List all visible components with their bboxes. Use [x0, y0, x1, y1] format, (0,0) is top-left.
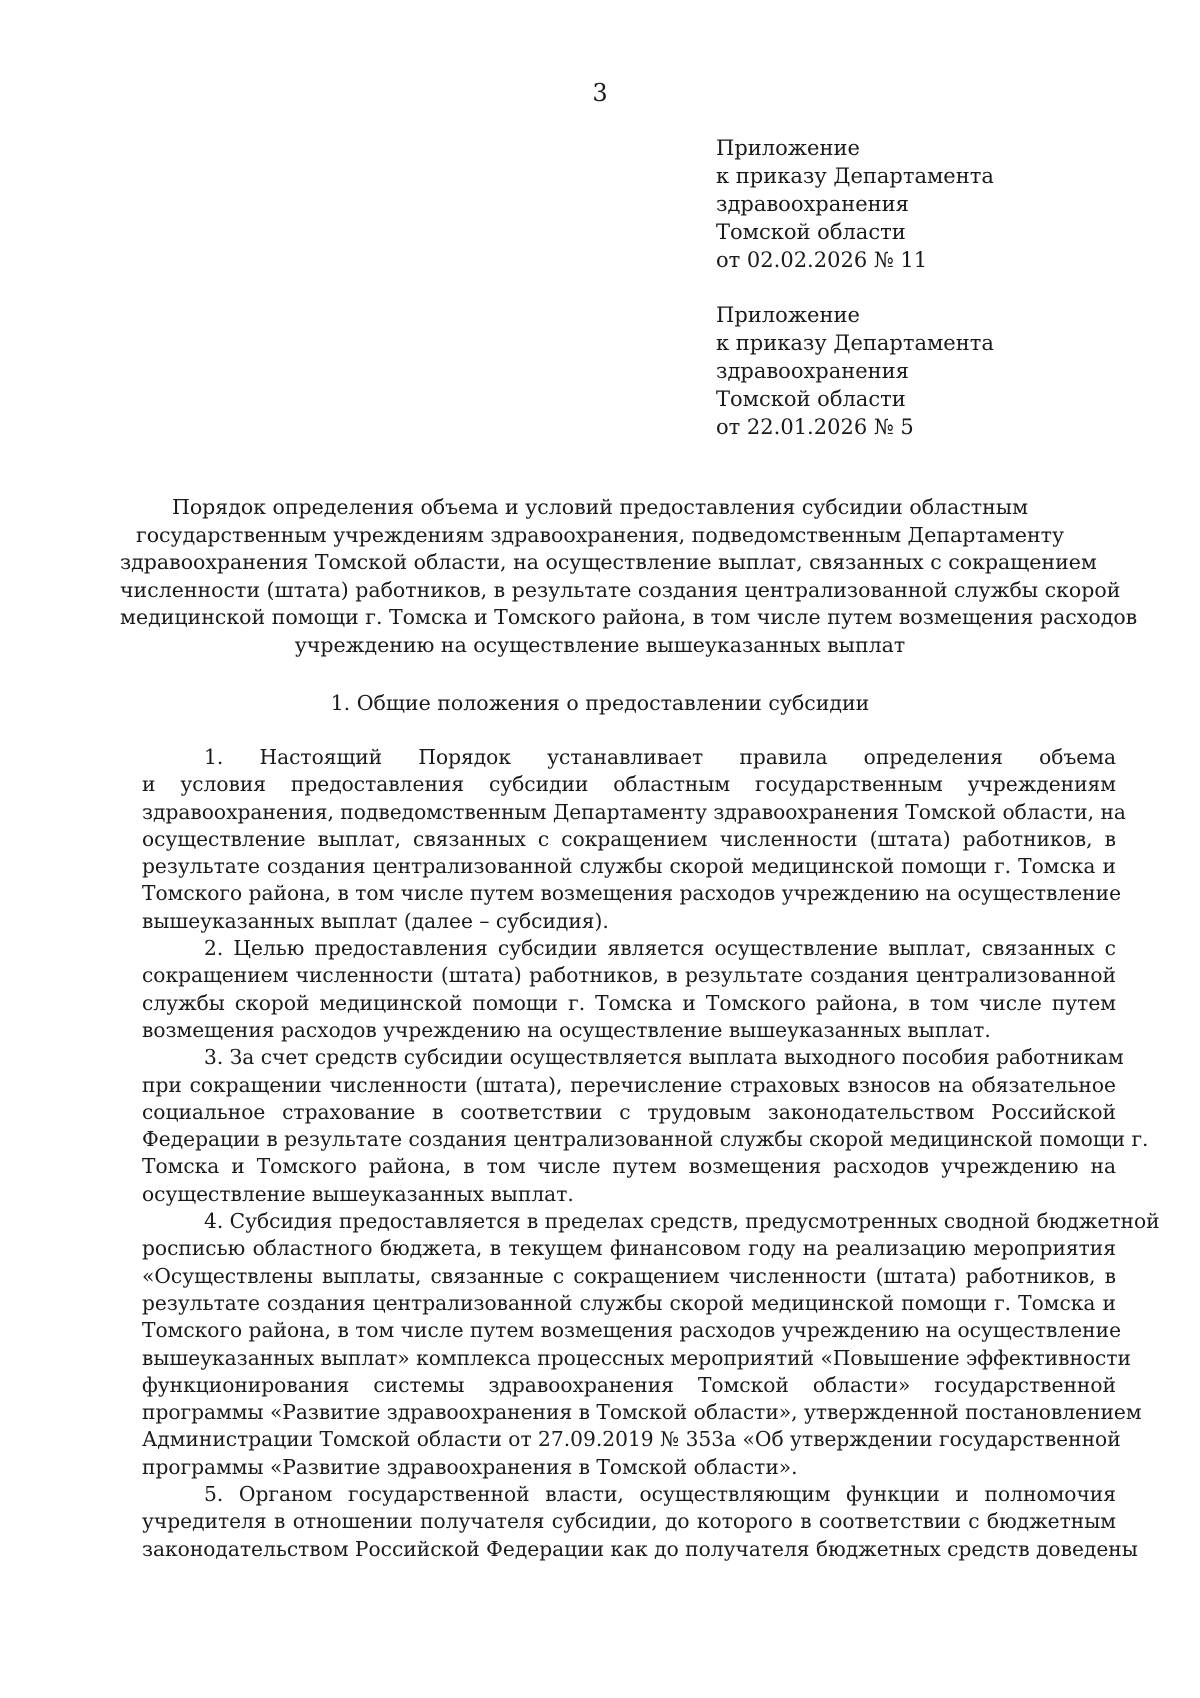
appendix-header-current [716, 134, 1156, 274]
paragraph-4-line: Администрации Томской области от 27.09.2019 № 353а «Об утверждении государственной [142, 1427, 1121, 1452]
appendix-line: к приказу Департамента [716, 164, 994, 188]
appendix-line: Томской области [716, 387, 906, 411]
title-line: учреждению на осуществление вышеуказанных выплат [294, 632, 906, 657]
paragraph-4-line: росписью областного бюджета, в текущем финансовом году на реализацию мероприятия [142, 1236, 1116, 1261]
paragraph-2-line: службы скорой медицинской помощи г. Томска и Томского района, в том числе путем [142, 990, 1116, 1015]
title-line: медицинской помощи г. Томска и Томского района, в том числе путем возмещения расходов [120, 605, 1138, 629]
paragraph-1-line: вышеуказанных выплат (далее – субсидия). [142, 908, 609, 933]
paragraph-1-line: и условия предоставления субсидии областным государственным учреждениям [142, 772, 1116, 797]
paragraph-3-line: при сокращении численности (штата), перечисление страховых взносов на обязательное [142, 1072, 1116, 1097]
paragraph-3-line: 3. За счет средств субсидии осуществляется выплата выходного пособия работникам [204, 1045, 1124, 1070]
appendix-line: к приказу Департамента [716, 331, 994, 355]
appendix-line: от 02.02.2026 № 11 [716, 248, 928, 272]
paragraph-1-line: результате создания централизованной службы скорой медицинской помощи г. Томска и [142, 854, 1116, 879]
paragraph-4-line: «Осуществлены выплаты, связанные с сокращением численности (штата) работников, в [142, 1263, 1116, 1288]
paragraph-1-line: 1. Настоящий Порядок устанавливает правила определения объема [204, 745, 1116, 769]
paragraph-4-line: функционирования системы здравоохранения Томской области» государственной [142, 1372, 1116, 1397]
paragraph-4-line: программы «Развитие здравоохранения в Томской области», утвержденной постановлением [142, 1400, 1142, 1425]
paragraph-4-line: 4. Субсидия предоставляется в пределах средств, предусмотренных сводной бюджетной [204, 1209, 1160, 1234]
document-title [120, 494, 1138, 659]
paragraph-2-line: сокращением численности (штата) работников, в результате создания централизованной [142, 963, 1116, 988]
paragraph-5-line: 5. Органом государственной власти, осуществляющим функции и полномочия [204, 1482, 1116, 1507]
paragraph-3-line: осуществление вышеуказанных выплат. [142, 1181, 574, 1206]
paragraph-3-line: Федерации в результате создания централизованной службы скорой медицинской помощи г. [142, 1127, 1149, 1152]
page-number: 3 [592, 79, 608, 107]
paragraph-5-line: учредителя в отношении получателя субсидии, до которого в соответствии с бюджетным [142, 1509, 1116, 1534]
paragraph-4-line: Томского района, в том числе путем возмещения расходов учреждению на осуществление [142, 1318, 1122, 1343]
appendix-line: Приложение [716, 136, 860, 160]
title-line: государственным учреждениям здравоохранения, подведомственным Департаменту [135, 522, 1065, 547]
paragraph-1-line: осуществление выплат, связанных с сокращением численности (штата) работников, в [142, 826, 1116, 851]
appendix-line: Томской области [716, 220, 906, 244]
paragraph-4-line: вышеуказанных выплат» комплекса процессных мероприятий «Повышение эффективности [142, 1345, 1131, 1370]
paragraph-3-line: Томска и Томского района, в том числе путем возмещения расходов учреждению на [142, 1154, 1116, 1179]
appendix-line: здравоохранения [716, 359, 909, 383]
section-heading: 1. Общие положения о предоставлении субсидии [330, 691, 870, 715]
paragraph-4-line: результате создания централизованной службы скорой медицинской помощи г. Томска и [142, 1290, 1116, 1315]
paragraph-1-line: здравоохранения, подведомственным Департаменту здравоохранения Томской области, на [142, 799, 1126, 824]
paragraph-5-line: законодательством Российской Федерации как до получателя бюджетных средств доведены [142, 1536, 1138, 1561]
paragraph-1-line: Томского района, в том числе путем возмещения расходов учреждению на осуществление [142, 881, 1122, 906]
title-line: здравоохранения Томской области, на осуществление выплат, связанных с сокращением [120, 550, 1097, 574]
appendix-line: Приложение [716, 303, 860, 327]
appendix-line: от 22.01.2026 № 5 [716, 415, 914, 439]
body-text [142, 744, 1160, 1563]
title-line: численности (штата) работников, в результате создания централизованной службы скорой [120, 577, 1121, 602]
paragraph-2-line: 2. Целью предоставления субсидии является осуществление выплат, связанных с [204, 936, 1116, 961]
appendix-header-previous [716, 301, 1156, 441]
paragraph-3-line: социальное страхование в соответствии с трудовым законодательством Российской [142, 1099, 1116, 1124]
paragraph-2-line: возмещения расходов учреждению на осуществление вышеуказанных выплат. [142, 1017, 991, 1042]
title-line: Порядок определения объема и условий предоставления субсидии областным [171, 495, 1029, 519]
appendix-line: здравоохранения [716, 192, 909, 216]
paragraph-4-line: программы «Развитие здравоохранения в Томской области». [142, 1454, 798, 1479]
